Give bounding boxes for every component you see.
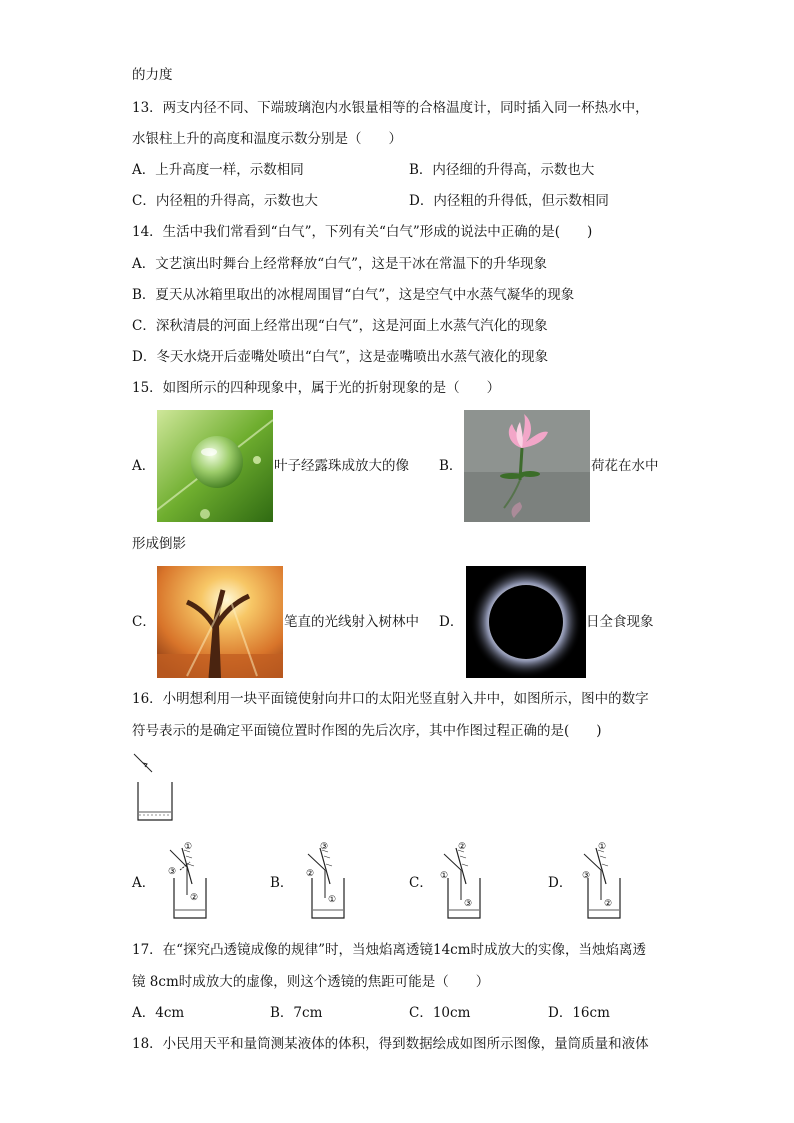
q16-option-a-diagram xyxy=(160,840,220,920)
q16-option-b-label: B． xyxy=(270,875,294,891)
lotus-reflection-photo xyxy=(464,410,590,522)
q13-stem-line1: 13．两支内径不同、下端玻璃泡内水银量相等的合格温度计，同时插入同一杯热水中， xyxy=(132,100,649,116)
q16-option-d-label: D． xyxy=(548,875,573,891)
q15-option-a-label: A． xyxy=(132,458,156,474)
q13-option-a: A．上升高度一样，示数相同 xyxy=(132,162,304,178)
step-number: ③ xyxy=(464,899,473,909)
q14-stem: 14．生活中我们常看到“白气”，下列有关“白气”形成的说法中正确的是( ) xyxy=(132,224,593,240)
step-number: ② xyxy=(458,842,467,852)
q16-stem-line2: 符号表示的是确定平面镜位置时作图的先后次序，其中作图过程正确的是( ) xyxy=(132,723,602,739)
q15-option-a-text: 叶子经露珠成放大的像 xyxy=(274,458,409,474)
q16-option-c-label: C． xyxy=(409,875,433,891)
step-number: ③ xyxy=(168,867,177,877)
leaf-dewdrop-photo xyxy=(157,410,273,522)
q13-option-b: B．内径细的升得高，示数也大 xyxy=(409,162,595,178)
sunlight-forest-photo xyxy=(157,566,283,678)
step-number: ① xyxy=(328,895,337,905)
q16-stem-line1: 16．小明想利用一块平面镜使射向井口的太阳光竖直射入井中，如图所示，图中的数字 xyxy=(132,691,649,707)
solar-eclipse-photo xyxy=(466,566,586,678)
step-number: ① xyxy=(598,842,607,852)
q17-option-b: B．7cm xyxy=(270,1005,323,1021)
step-number: ② xyxy=(306,869,315,879)
q15-option-c-text: 笔直的光线射入树林中 xyxy=(284,614,419,630)
step-number: ③ xyxy=(320,842,329,852)
q14-option-b: B．夏天从冰箱里取出的冰棍周围冒“白气”，这是空气中水蒸气凝华的现象 xyxy=(132,287,575,303)
q15-option-b-text: 荷花在水中 xyxy=(591,458,659,474)
q14-option-d: D．冬天水烧开后壶嘴处喷出“白气”，这是壶嘴喷出水蒸气液化的现象 xyxy=(132,349,549,365)
well-diagram xyxy=(128,750,178,822)
q15-option-c-label: C． xyxy=(132,614,156,630)
q13-option-d: D．内径粗的升得低，但示数相同 xyxy=(409,193,609,209)
q12-tail: 的力度 xyxy=(132,67,173,83)
q17-option-a: A．4cm xyxy=(132,1005,185,1021)
step-number: ③ xyxy=(582,871,591,881)
q13-option-c: C．内径粗的升得高，示数也大 xyxy=(132,193,318,209)
q14-option-a: A．文艺演出时舞台上经常释放“白气”，这是干冰在常温下的升华现象 xyxy=(132,256,548,272)
step-number: ① xyxy=(184,842,193,852)
q15-option-d-label: D． xyxy=(439,614,464,630)
q17-option-c: C．10cm xyxy=(409,1005,471,1021)
step-number: ① xyxy=(440,871,449,881)
q17-stem-line1: 17．在“探究凸透镜成像的规律”时，当烛焰离透镜14cm时成放大的实像，当烛焰离透 xyxy=(132,942,647,958)
q16-option-c-diagram xyxy=(434,840,494,920)
step-number: ② xyxy=(604,899,613,909)
q15-stem: 15．如图所示的四种现象中，属于光的折射现象的是（ ） xyxy=(132,380,501,396)
q13-stem-line2: 水银柱上升的高度和温度示数分别是（ ） xyxy=(132,131,402,147)
q16-option-d-diagram xyxy=(574,840,634,920)
q15-option-b-label: B． xyxy=(439,458,463,474)
q17-stem-line2: 镜 8cm时成放大的虚像，则这个透镜的焦距可能是（ ） xyxy=(132,974,490,990)
step-number: ② xyxy=(190,893,199,903)
q16-option-b-diagram xyxy=(298,840,358,920)
q17-option-d: D．16cm xyxy=(548,1005,610,1021)
q15-option-d-text: 日全食现象 xyxy=(586,614,654,630)
q18-stem-line1: 18．小民用天平和量筒测某液体的体积，得到数据绘成如图所示图像，量筒质量和液体 xyxy=(132,1036,649,1052)
q14-option-c: C．深秋清晨的河面上经常出现“白气”，这是河面上水蒸气汽化的现象 xyxy=(132,318,548,334)
q15-option-b-text-cont: 形成倒影 xyxy=(132,536,186,552)
q16-option-a-label: A． xyxy=(132,875,156,891)
